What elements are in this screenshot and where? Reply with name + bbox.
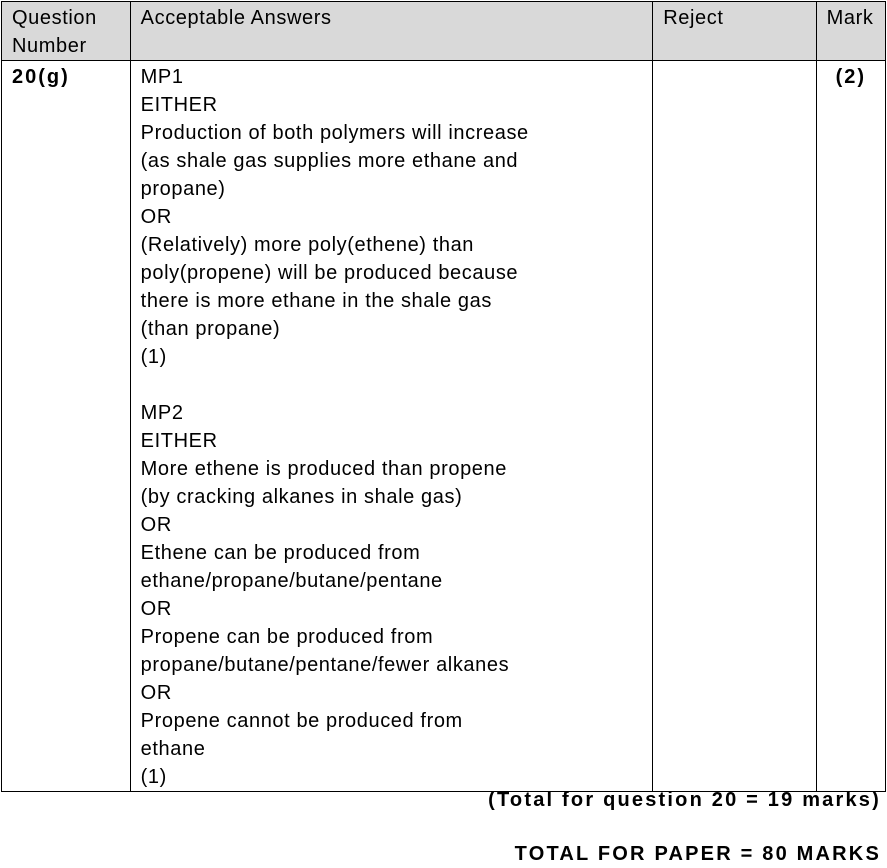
answer-line: Ethene can be produced from [140,542,421,564]
table-row [2,61,886,792]
question-number-cell: 20(g) [2,61,131,792]
answer-line: (1) [140,766,167,788]
mark-header: Mark [816,2,885,61]
answer-line: propane/butane/pentane/fewer alkanes [140,654,510,676]
question-total: (Total for question 20 = 19 marks) [488,789,881,811]
mark-scheme-table [1,1,886,792]
answer-line: there is more ethane in the shale gas [140,290,492,312]
acceptable-answers-header: Acceptable Answers [130,2,653,61]
answer-line: MP1 [140,66,184,88]
answer-line: (Relatively) more poly(ethene) than [140,234,475,256]
answer-line: More ethene is produced than propene [140,458,507,480]
reject-cell [653,61,816,792]
answer-gap [141,371,643,399]
answer-line: EITHER [140,430,218,452]
answer-line: OR [140,206,172,228]
answer-line: Propene can be produced from [140,626,434,648]
reject-header: Reject [653,2,816,61]
answer-line: MP2 [140,402,184,424]
answer-line: (by cracking alkanes in shale gas) [140,486,463,508]
answer-line: (than propane) [140,318,281,340]
answer-line: ethane/propane/butane/pentane [140,570,443,592]
answer-line: Propene cannot be produced from [140,710,463,732]
answer-line: (as shale gas supplies more ethane and [140,150,519,172]
answer-line: (1) [140,346,167,368]
question-number-header: Question Number [2,2,131,61]
answer-line: poly(propene) will be produced because [140,262,519,284]
header-row [2,2,886,61]
answer-line: ethane [140,738,206,760]
mark-cell: (2) [816,61,885,792]
answer-line: OR [140,598,172,620]
paper-total: TOTAL FOR PAPER = 80 MARKS [514,843,881,865]
answer-line: OR [140,514,172,536]
answer-line: Production of both polymers will increase [140,122,529,144]
answer-line: OR [140,682,172,704]
answer-line: EITHER [140,94,218,116]
acceptable-answers-cell [130,61,653,792]
answer-line: propane) [140,178,226,200]
